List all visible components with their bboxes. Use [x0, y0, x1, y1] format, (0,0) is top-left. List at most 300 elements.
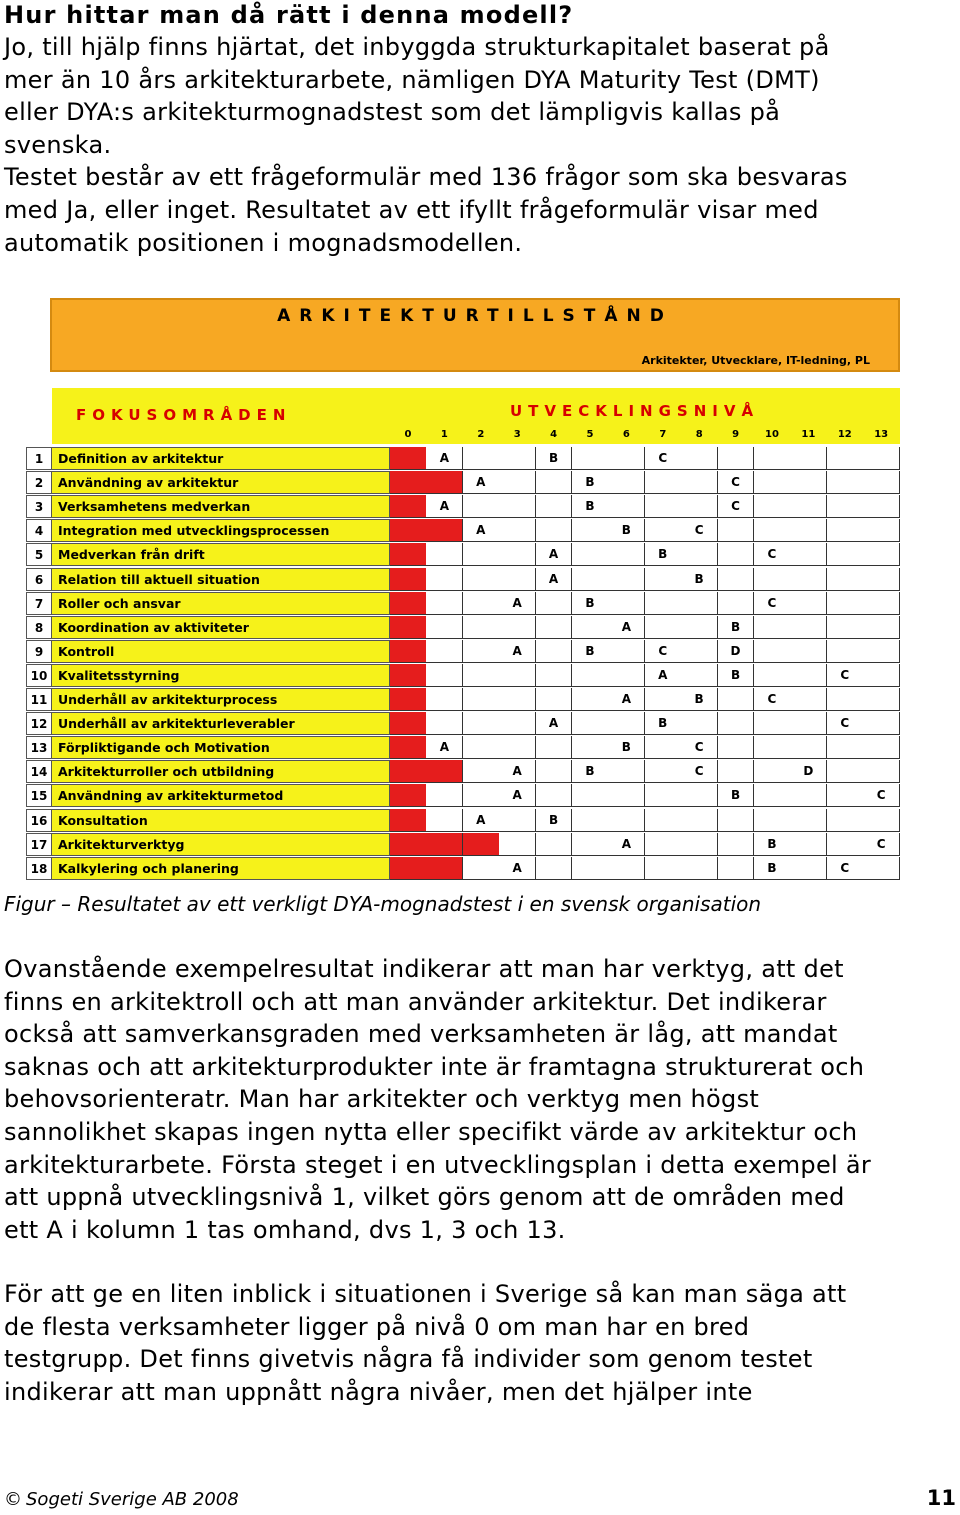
level-cell — [827, 471, 864, 494]
level-cell — [718, 519, 755, 542]
level-cell — [463, 447, 500, 470]
level-cell: B — [572, 640, 609, 663]
row-number: 9 — [26, 640, 52, 663]
level-cell — [463, 857, 500, 880]
level-cell: B — [572, 592, 609, 615]
banner-title: ARKITEKTURTILLSTÅND — [277, 306, 673, 326]
focus-title: FOKUSOMRÅDEN — [76, 406, 292, 424]
level-cell — [572, 736, 609, 759]
level-cell — [608, 495, 645, 518]
level-cell: A — [536, 568, 573, 591]
text-line: eller DYA:s arkitekturmognadstest som det lämpligvis kallas på — [4, 98, 781, 127]
level-cell — [827, 640, 864, 663]
row-number: 18 — [26, 857, 52, 880]
level-cell — [536, 664, 573, 687]
focus-area-label: Arkitekturroller och utbildning — [52, 760, 390, 783]
level-cell — [645, 616, 682, 639]
level-cell — [718, 568, 755, 591]
level-label: 11 — [801, 429, 816, 440]
level-cell — [827, 519, 864, 542]
level-cell — [827, 495, 864, 518]
level-cell — [499, 447, 536, 470]
level-cell — [499, 736, 536, 759]
level-cell — [572, 447, 609, 470]
text-line: också att samverkansgraden med verksamheten är låg, att mandat — [4, 1020, 838, 1049]
level-cell — [645, 809, 682, 832]
banner-subtitle: Arkitekter, Utvecklare, IT-ledning, PL — [641, 354, 870, 367]
level-cell — [645, 519, 682, 542]
level-cell: A — [499, 640, 536, 663]
level-cell — [681, 640, 718, 663]
level-cell — [790, 640, 827, 663]
focus-area-label: Verksamhetens medverkan — [52, 495, 390, 518]
level-cell: B — [572, 471, 609, 494]
level-cell — [426, 640, 463, 663]
level-cell: A — [608, 833, 645, 856]
level-cell — [718, 712, 755, 735]
level-cell: A — [645, 664, 682, 687]
level-cell: C — [863, 784, 900, 807]
level-cell — [863, 616, 900, 639]
level-cell — [463, 616, 500, 639]
achieved-cell — [426, 760, 463, 783]
row-number: 16 — [26, 809, 52, 832]
level-cell — [608, 664, 645, 687]
level-cell: D — [790, 760, 827, 783]
level-cell — [463, 495, 500, 518]
level-cell — [572, 833, 609, 856]
level-cell — [572, 784, 609, 807]
level-label: 2 — [477, 429, 485, 440]
row-number: 8 — [26, 616, 52, 639]
level-cell — [645, 784, 682, 807]
level-cell — [754, 664, 791, 687]
achieved-cell — [390, 592, 427, 615]
level-cell — [499, 568, 536, 591]
level-cell — [718, 688, 755, 711]
level-cell — [499, 495, 536, 518]
level-cell: B — [572, 760, 609, 783]
row-number: 7 — [26, 592, 52, 615]
achieved-cell — [463, 833, 500, 856]
row-number: 11 — [26, 688, 52, 711]
achieved-cell — [390, 640, 427, 663]
level-cell — [681, 543, 718, 566]
level-cell — [754, 568, 791, 591]
level-cell — [754, 809, 791, 832]
level-cell — [536, 833, 573, 856]
level-cell: A — [536, 543, 573, 566]
level-cell: B — [718, 784, 755, 807]
achieved-cell — [390, 495, 427, 518]
level-cell: A — [463, 809, 500, 832]
level-cell — [790, 495, 827, 518]
row-number: 17 — [26, 833, 52, 856]
level-cell: B — [645, 543, 682, 566]
level-cell — [863, 760, 900, 783]
level-cell — [681, 664, 718, 687]
row-number: 3 — [26, 495, 52, 518]
level-cell — [718, 447, 755, 470]
level-cell — [863, 568, 900, 591]
level-cell — [645, 857, 682, 880]
row-number: 4 — [26, 519, 52, 542]
row-number: 12 — [26, 712, 52, 735]
level-cell: C — [827, 712, 864, 735]
levels-header — [390, 388, 900, 428]
level-label: 5 — [586, 429, 594, 440]
achieved-cell — [426, 519, 463, 542]
level-cell — [863, 736, 900, 759]
level-cell — [754, 447, 791, 470]
page-number: 11 — [926, 1486, 956, 1510]
level-cell — [681, 616, 718, 639]
level-cell — [790, 809, 827, 832]
level-cell — [608, 712, 645, 735]
level-cell — [463, 760, 500, 783]
text-line: mer än 10 års arkitekturarbete, nämligen DYA Maturity Test (DMT) — [4, 65, 820, 94]
level-cell — [608, 568, 645, 591]
level-cell — [718, 736, 755, 759]
level-cell — [863, 543, 900, 566]
level-cell — [863, 495, 900, 518]
level-cell — [827, 784, 864, 807]
level-cell — [536, 640, 573, 663]
level-cell — [790, 712, 827, 735]
achieved-cell — [426, 833, 463, 856]
level-cell — [426, 664, 463, 687]
level-cell — [645, 833, 682, 856]
focus-area-label: Definition av arkitektur — [52, 447, 390, 470]
text-line: behovsorienteratr. Man har arkitekter och verktyg men högst — [4, 1085, 760, 1114]
level-cell — [426, 568, 463, 591]
level-cell — [645, 736, 682, 759]
achieved-cell — [390, 664, 427, 687]
level-cell — [463, 712, 500, 735]
level-cell — [536, 736, 573, 759]
level-cell — [608, 471, 645, 494]
achieved-cell — [390, 809, 427, 832]
level-cell — [790, 857, 827, 880]
text-line: med Ja, eller inget. Resultatet av ett ifyllt frågeformulär visar med — [4, 195, 819, 224]
level-label: 1 — [440, 429, 448, 440]
level-cell — [499, 519, 536, 542]
level-label: 4 — [550, 429, 558, 440]
level-cell — [827, 592, 864, 615]
level-label: 12 — [837, 429, 852, 440]
level-cell: A — [426, 447, 463, 470]
achieved-cell — [390, 543, 427, 566]
text-line: Testet består av ett frågeformulär med 136 frågor som ska besvaras — [4, 163, 848, 192]
level-cell: C — [754, 543, 791, 566]
level-cell — [572, 568, 609, 591]
level-cell — [536, 495, 573, 518]
achieved-cell — [390, 833, 427, 856]
row-number: 10 — [26, 664, 52, 687]
level-cell: A — [426, 495, 463, 518]
level-cell: B — [681, 568, 718, 591]
level-cell: B — [645, 712, 682, 735]
achieved-cell — [390, 568, 427, 591]
level-cell — [645, 592, 682, 615]
level-cell — [536, 519, 573, 542]
level-cell: C — [754, 592, 791, 615]
level-cell — [718, 760, 755, 783]
text-line: svenska. — [4, 130, 112, 159]
level-cell — [426, 809, 463, 832]
level-cell — [681, 809, 718, 832]
level-cell — [681, 857, 718, 880]
level-cell — [608, 809, 645, 832]
level-cell — [790, 447, 827, 470]
level-cell — [827, 688, 864, 711]
level-label: 7 — [659, 429, 667, 440]
level-cell — [426, 712, 463, 735]
level-cell — [863, 664, 900, 687]
level-cell — [827, 616, 864, 639]
level-cell — [863, 447, 900, 470]
focus-area-label: Konsultation — [52, 809, 390, 832]
level-cell — [572, 809, 609, 832]
level-cell — [790, 833, 827, 856]
level-cell — [572, 519, 609, 542]
level-cell — [790, 688, 827, 711]
level-cell: C — [718, 495, 755, 518]
level-cell — [863, 688, 900, 711]
focus-area-label: Koordination av aktiviteter — [52, 616, 390, 639]
level-cell — [499, 543, 536, 566]
row-number: 2 — [26, 471, 52, 494]
level-cell — [463, 592, 500, 615]
level-cell — [608, 543, 645, 566]
level-cell — [572, 688, 609, 711]
level-cell — [645, 688, 682, 711]
level-cell: C — [681, 519, 718, 542]
level-cell — [681, 447, 718, 470]
level-cell — [426, 543, 463, 566]
text-line: indikerar att man uppnått några nivåer, men det hjälper inte — [4, 1377, 753, 1406]
level-cell — [827, 833, 864, 856]
level-cell — [863, 592, 900, 615]
level-cell — [827, 809, 864, 832]
level-cell — [463, 736, 500, 759]
level-label: 10 — [765, 429, 779, 440]
focus-area-label: Kvalitetsstyrning — [52, 664, 390, 687]
level-cell — [426, 592, 463, 615]
level-cell — [863, 640, 900, 663]
level-cell — [426, 688, 463, 711]
copyright-text: Sogeti Sverige AB 2008 — [26, 1489, 239, 1510]
achieved-cell — [390, 736, 427, 759]
achieved-cell — [390, 688, 427, 711]
level-cell: A — [499, 857, 536, 880]
sweden-paragraph — [4, 1278, 956, 1408]
figure-banner — [50, 298, 900, 372]
level-cell — [608, 592, 645, 615]
level-cell: B — [536, 447, 573, 470]
achieved-cell — [390, 471, 427, 494]
level-cell — [754, 616, 791, 639]
level-cell — [827, 760, 864, 783]
row-number: 14 — [26, 760, 52, 783]
level-cell: B — [681, 688, 718, 711]
level-cell: B — [608, 736, 645, 759]
achieved-cell — [390, 519, 427, 542]
focus-area-label: Relation till aktuell situation — [52, 568, 390, 591]
text-line: ett A i kolumn 1 tas omhand, dvs 1, 3 och 13. — [4, 1215, 566, 1244]
level-cell — [681, 592, 718, 615]
level-cell: B — [608, 519, 645, 542]
row-number: 1 — [26, 447, 52, 470]
level-label: 0 — [404, 429, 412, 440]
level-cell — [463, 568, 500, 591]
level-label: 8 — [695, 429, 703, 440]
level-cell — [863, 471, 900, 494]
level-cell: B — [754, 833, 791, 856]
focus-area-label: Underhåll av arkitekturprocess — [52, 688, 390, 711]
level-cell — [499, 664, 536, 687]
achieved-cell — [390, 760, 427, 783]
level-cell — [608, 784, 645, 807]
focus-area-label: Användning av arkitekturmetod — [52, 784, 390, 807]
level-cell — [790, 664, 827, 687]
level-label: 3 — [513, 429, 521, 440]
focus-area-label: Medverkan från drift — [52, 543, 390, 566]
analysis-paragraph — [4, 953, 956, 1246]
level-cell — [790, 592, 827, 615]
level-label: 13 — [874, 429, 889, 440]
level-cell: C — [681, 760, 718, 783]
level-cell: C — [681, 736, 718, 759]
text-line: testgrupp. Det finns givetvis några få individer som genom testet — [4, 1345, 813, 1374]
level-cell — [827, 447, 864, 470]
level-cell — [499, 688, 536, 711]
level-cell — [681, 833, 718, 856]
level-cell — [536, 760, 573, 783]
section-heading: Hur hittar man då rätt i denna modell? — [4, 1, 574, 29]
level-cell — [754, 760, 791, 783]
level-cell — [790, 519, 827, 542]
focus-area-label: Kalkylering och planering — [52, 857, 390, 880]
level-cell — [754, 640, 791, 663]
level-label: 6 — [622, 429, 630, 440]
level-cell — [790, 616, 827, 639]
level-cell: C — [645, 447, 682, 470]
level-cell: C — [754, 688, 791, 711]
level-cell: C — [827, 857, 864, 880]
level-cell — [754, 736, 791, 759]
level-cell — [499, 616, 536, 639]
level-cell: A — [463, 471, 500, 494]
level-cell — [536, 688, 573, 711]
row-number: 13 — [26, 736, 52, 759]
level-cell: A — [499, 592, 536, 615]
level-label: 9 — [732, 429, 740, 440]
level-cell: C — [645, 640, 682, 663]
level-cell — [536, 592, 573, 615]
row-number: 6 — [26, 568, 52, 591]
level-cell — [572, 616, 609, 639]
level-cell — [572, 543, 609, 566]
levels-row — [390, 428, 900, 444]
level-cell — [681, 712, 718, 735]
level-cell — [572, 712, 609, 735]
level-cell — [536, 784, 573, 807]
achieved-cell — [426, 857, 463, 880]
level-cell — [827, 568, 864, 591]
level-cell — [754, 784, 791, 807]
level-cell: C — [827, 664, 864, 687]
level-cell — [754, 519, 791, 542]
levels-title: UTVECKLINGSNIVÅ — [510, 402, 760, 420]
focus-area-label: Förpliktigande och Motivation — [52, 736, 390, 759]
level-cell — [463, 640, 500, 663]
footer-copyright — [4, 1489, 239, 1510]
level-cell: B — [754, 857, 791, 880]
text-line: finns en arkitektroll och att man använder arkitektur. Det indikerar — [4, 987, 827, 1016]
text-line: arkitekturarbete. Första steget i en utvecklingsplan i detta exempel är — [4, 1150, 872, 1179]
level-cell — [499, 471, 536, 494]
copyright-icon: © — [4, 1489, 22, 1510]
level-cell — [608, 447, 645, 470]
level-cell: A — [463, 519, 500, 542]
text-line: Jo, till hjälp finns hjärtat, det inbyggda strukturkapitalet baserat på — [4, 33, 830, 61]
achieved-cell — [390, 712, 427, 735]
level-cell — [718, 833, 755, 856]
text-line: de flesta verksamheter ligger på nivå 0 om man har en bred — [4, 1312, 750, 1341]
level-cell — [572, 664, 609, 687]
level-cell — [499, 833, 536, 856]
level-cell — [681, 784, 718, 807]
level-cell — [718, 543, 755, 566]
level-cell — [645, 495, 682, 518]
level-cell: C — [863, 833, 900, 856]
text-line: att uppnå utvecklingsnivå 1, vilket görs genom att de områden med — [4, 1183, 845, 1212]
level-cell: A — [426, 736, 463, 759]
focus-area-label: Arkitekturverktyg — [52, 833, 390, 856]
level-cell — [863, 857, 900, 880]
level-cell — [463, 784, 500, 807]
level-cell — [790, 543, 827, 566]
level-cell: B — [536, 809, 573, 832]
level-cell — [426, 616, 463, 639]
level-cell — [718, 857, 755, 880]
figure-caption: Figur – Resultatet av ett verkligt DYA-mognadstest i en svensk organisation — [4, 892, 762, 916]
level-cell: B — [572, 495, 609, 518]
text-line: För att ge en liten inblick i situationen i Sverige så kan man säga att — [4, 1280, 847, 1308]
level-cell — [463, 688, 500, 711]
level-cell — [572, 857, 609, 880]
focus-area-label: Användning av arkitektur — [52, 471, 390, 494]
level-cell — [827, 736, 864, 759]
level-cell — [645, 568, 682, 591]
level-cell — [754, 471, 791, 494]
level-cell — [536, 616, 573, 639]
row-number: 15 — [26, 784, 52, 807]
level-cell: B — [718, 616, 755, 639]
level-cell — [718, 592, 755, 615]
level-cell — [499, 712, 536, 735]
level-cell — [645, 760, 682, 783]
level-cell: A — [608, 616, 645, 639]
level-cell: C — [718, 471, 755, 494]
level-cell — [645, 471, 682, 494]
achieved-cell — [390, 616, 427, 639]
level-cell — [426, 784, 463, 807]
level-cell — [463, 543, 500, 566]
achieved-cell — [390, 857, 427, 880]
level-cell: A — [536, 712, 573, 735]
